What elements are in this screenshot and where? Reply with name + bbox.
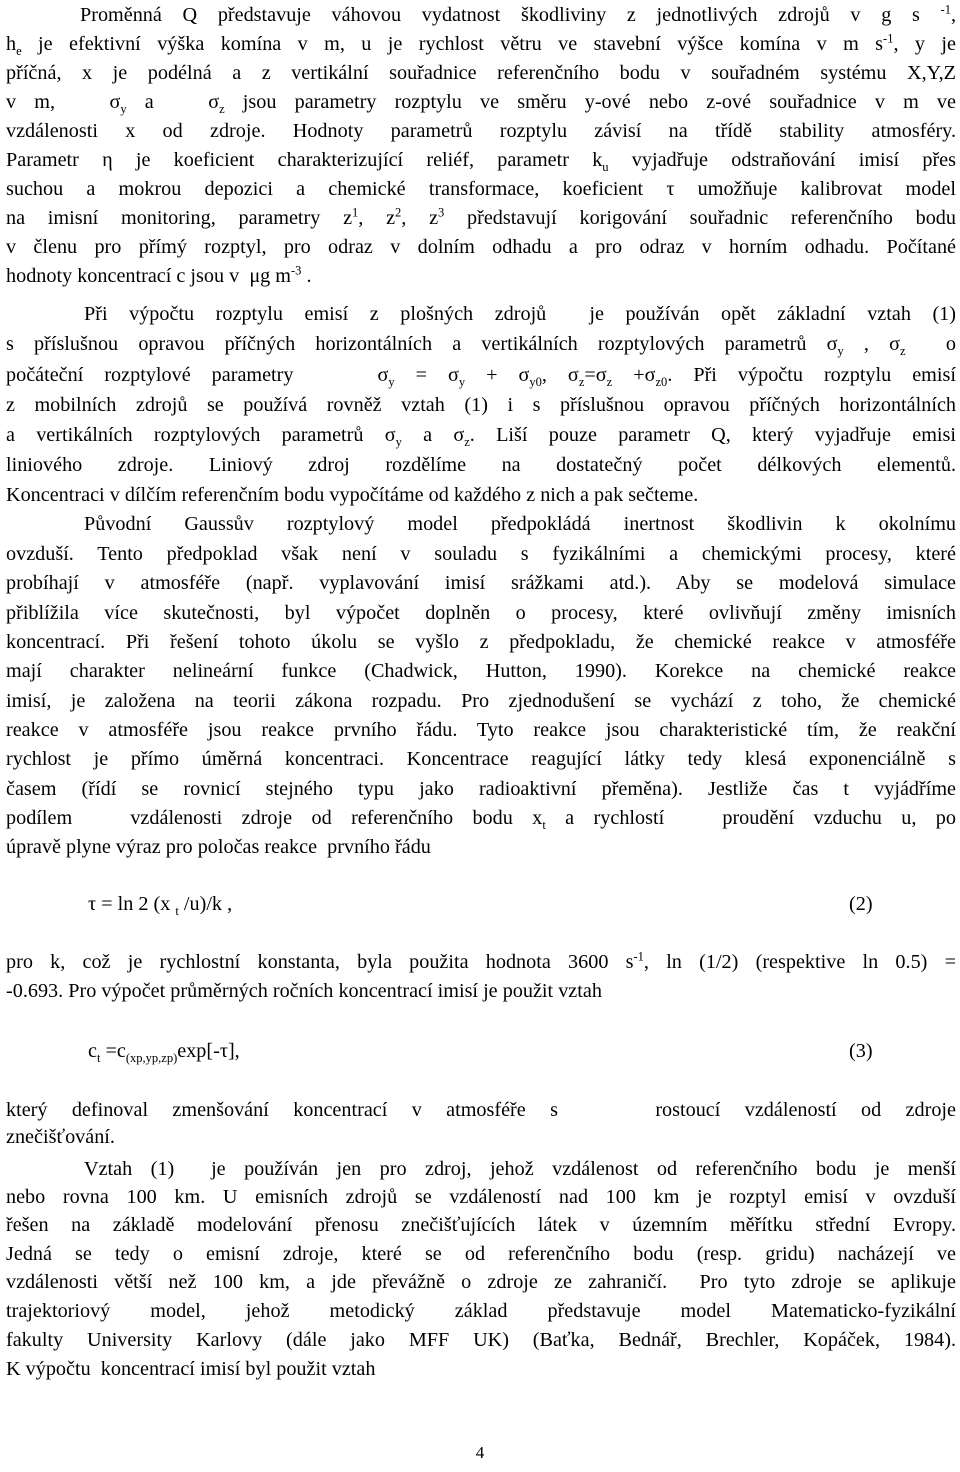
text-line: Parametr η je koeficient charakterizující reliéf, parametr $k_u$ vyjadřuje odstraňování imisí přes: [6, 149, 956, 175]
text-line: počáteční rozptylové parametry $\sigma_y = \sigma_y + \sigma_{y0}$, $\sigma_z=\sigma_z +\sigma_{z0}$. Při výpočtu rozptylu emisí: [6, 364, 956, 390]
text-line: suchou a mokrou depozici a chemické transformace, koeficient τ umožňuje kalibrovat model: [6, 178, 956, 200]
text-line: pro k, což je rychlostní konstanta, byla použita hodnota 3600 $s^{-1}$, ln (1/2) (respektive ln 0.5) =: [6, 949, 956, 973]
text-line: imisí, je založena na teorii zákona rozpadu. Pro zjednodušení se vychází z toho, že chemické: [6, 690, 956, 712]
text-line: vzdálenosti větší než 100 km, a jde převážně o zdroje ze zahraničí. Pro tyto zdroje se aplikuje: [6, 1271, 956, 1293]
text-line: na imisní monitoring, parametry $z^1$, $z^2$, $z^3$ představují korigování souřadnic referenčního bodu: [6, 205, 956, 229]
text-line: probíhají v atmosféře (např. vyplavování imisí srážkami atd.). Aby se modelová simulace: [6, 572, 956, 594]
text-line: v členu pro přímý rozptyl, pro odraz v dolním odhadu a pro odraz v horním odhadu. Počítané: [6, 236, 956, 258]
equation-number: (2): [849, 893, 873, 915]
page-number: 4: [475, 1443, 485, 1462]
text-line: vzdálenosti x od zdroje. Hodnoty parametrů rozptylu závisí na třídě stability atmosféry.: [6, 120, 956, 142]
text-line: koncentrací. Při řešení tohoto úkolu se vyšlo z předpokladu, že chemické reakce v atmosféře: [6, 631, 956, 653]
text-line: v m, $\sigma_y$ a $\sigma_z$ jsou parametry rozptylu ve směru y-ové nebo z-ové souřadnice v m ve: [6, 91, 956, 117]
text-line: $h_e$ je efektivní výška komína v m, u je rychlost větru ve stavební výšce komína v m $s^{-1}$, y je: [6, 31, 956, 59]
text-line: úpravě plyne výraz pro poločas reakce prvního řádu: [6, 836, 431, 858]
text-line: ovzduší. Tento předpoklad však není v souladu s fyzikálními a chemickými procesy, které: [6, 543, 956, 565]
text-line: -0.693. Pro výpočet průměrných ročních koncentrací imisí je použit vztah: [6, 980, 602, 1002]
equation: τ = ln 2 (x $_t$ /u)/k ,: [88, 893, 233, 919]
text-line: Při výpočtu rozptylu emisí z plošných zdrojů je používán opět základní vztah (1): [84, 303, 956, 325]
text-line: příčná, x je podélná a z vertikální souřadnice referenčního bodu v souřadném systému X,Y,Z: [6, 62, 956, 84]
text-line: Jedná se tedy o emisní zdroje, které se od referenčního bodu (resp. gridu) nacházejí ve: [6, 1243, 956, 1265]
text-line: trajektoriový model, jehož metodický základ představuje model Matematicko-fyzikální: [6, 1300, 956, 1322]
text-line: mají charakter nelineární funkce (Chadwick, Hutton, 1990). Korekce na chemické reakce: [6, 660, 956, 682]
text-line: K výpočtu koncentrací imisí byl použit vztah: [6, 1358, 376, 1380]
text-line: fakulty University Karlovy (dále jako MFF UK) (Baťka, Bednář, Brechler, Kopáček, 1984).: [6, 1329, 956, 1351]
text-line: řešen na základě modelování přenosu znečišťujících látek v územním měřítku střední Evropy.: [6, 1214, 956, 1236]
text-line: s příslušnou opravou příčných horizontálních a vertikálních rozptylových parametrů $\sigma_y$ , $\sigma_z$ o: [6, 333, 957, 359]
text-line: Koncentraci v dílčím referenčním bodu vypočítáme od každého z nich a pak sečteme.: [6, 484, 699, 506]
text-line: z mobilních zdrojů se používá rovněž vztah (1) i s příslušnou opravou příčných horizontálních: [6, 394, 956, 416]
text-line: reakce v atmosféře jsou reakce prvního řádu. Tyto reakce jsou charakteristické tím, že reakční: [6, 719, 956, 741]
text-line: časem (řídí se rovnicí stejného typu jako radioaktivní přeměna). Jestliže čas t vyjádříme: [6, 778, 956, 800]
text-line: liniového zdroje. Liniový zdroj rozdělíme na dostatečný počet délkových elementů.: [6, 454, 956, 476]
text-line: Proměnná Q představuje váhovou vydatnost škodliviny z jednotlivých zdrojů v g s $^{-1}$,: [80, 2, 956, 26]
text-line: podílem vzdálenosti zdroje od referenčního bodu $x_t$ a rychlostí proudění vzduchu u, po: [6, 807, 956, 833]
text-line: přiblížila více skutečnosti, byl výpočet doplněn o procesy, které ovlivňují změny imisních: [6, 602, 956, 624]
text-line: znečišťování.: [6, 1126, 115, 1148]
text-line: rychlost je přímo úměrná koncentraci. Koncentrace reagující látky tedy klesá exponenciálně s: [6, 748, 956, 770]
text-line: hodnoty koncentrací c jsou v μg $m^{-3}$ .: [6, 263, 312, 287]
text-line: Původní Gaussův rozptylový model předpokládá inertnost škodlivin k okolnímu: [84, 513, 956, 535]
equation-number: (3): [849, 1040, 873, 1062]
equation: $c_t =c_{(xp,yp,zp)}\exp[-\tau]$,: [88, 1040, 240, 1066]
text-line: který definoval zmenšování koncentrací v atmosféře s rostoucí vzdáleností od zdroje: [6, 1099, 956, 1121]
text-line: a vertikálních rozptylových parametrů $\sigma_y$ a $\sigma_z$. Liší pouze parametr Q, který vyjadřuje emisi: [6, 424, 957, 450]
text-line: nebo rovna 100 km. U emisních zdrojů se vzdáleností nad 100 km je rozptyl emisí v ovzduší: [6, 1186, 956, 1208]
text-line: Vztah (1) je používán jen pro zdroj, jehož vzdálenost od referenčního bodu je menší: [84, 1158, 956, 1180]
